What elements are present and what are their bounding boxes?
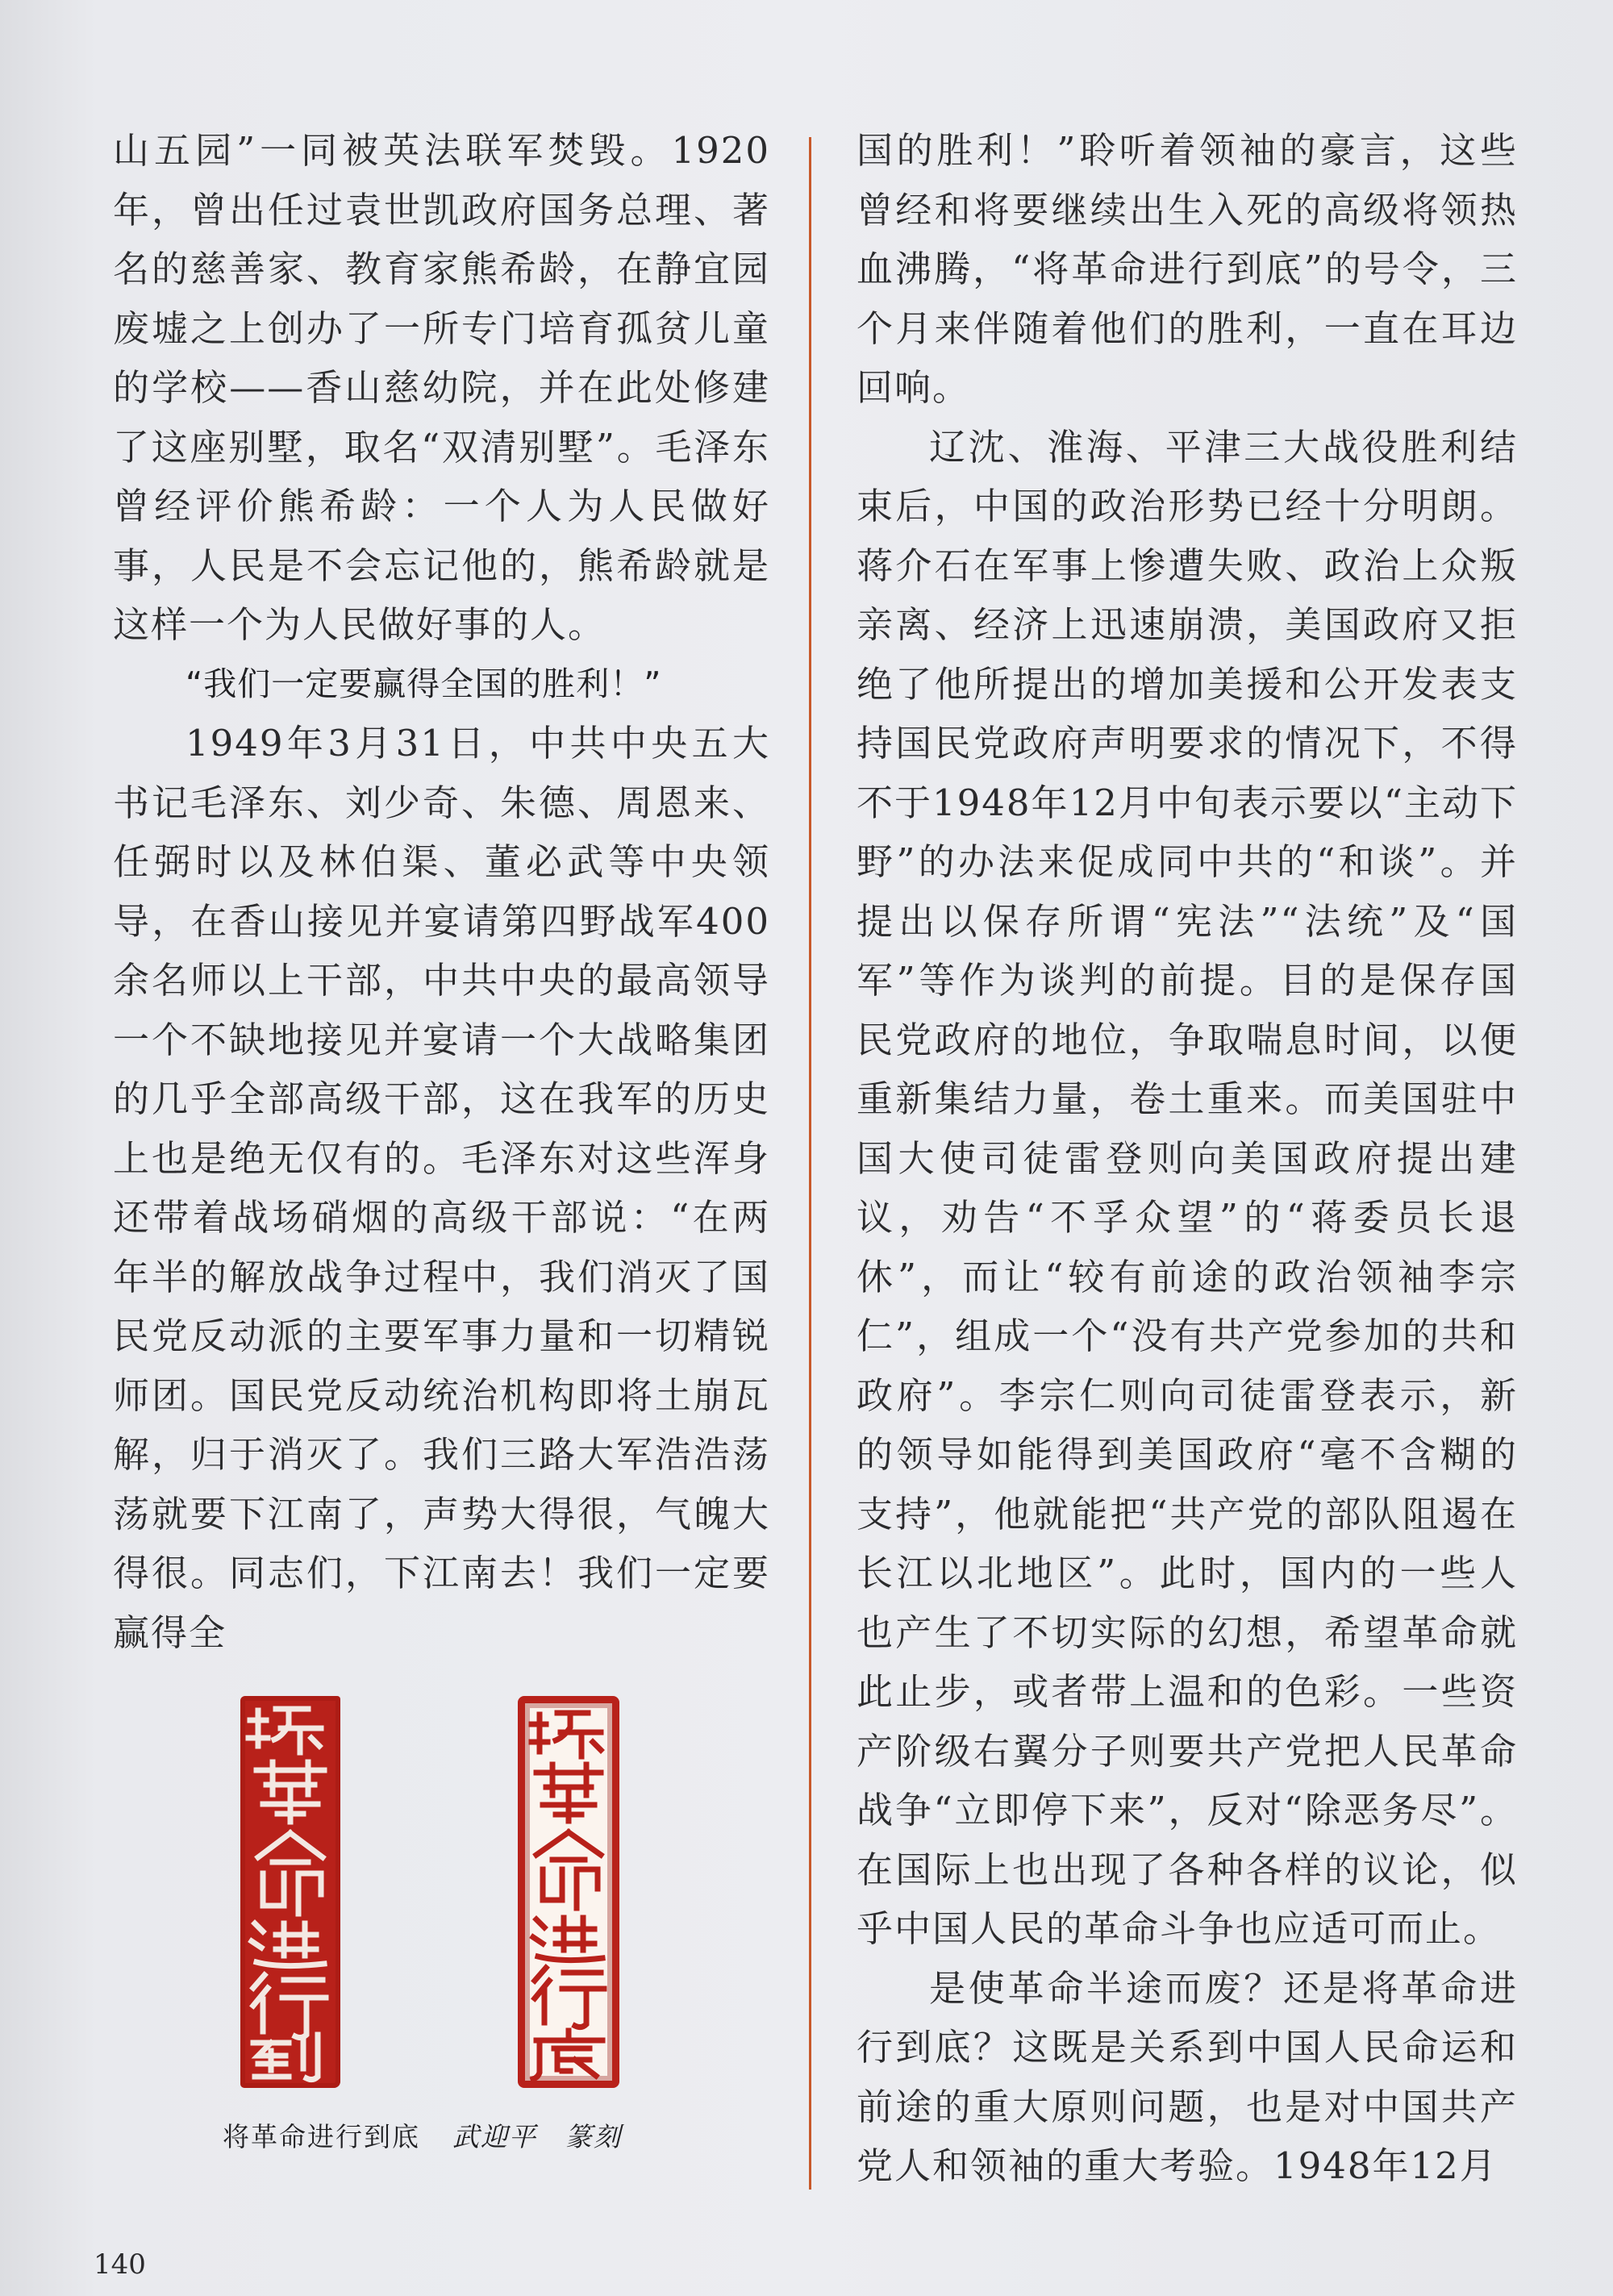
paragraph: 是使革命半途而废？还是将革命进行到底？这既是关系到中国人民命运和前途的重大原则问题，也是对中国共产党人和领袖的重大考验。1948年12月 (857, 1966, 1518, 2187)
seal-impression-baiwen (240, 1696, 340, 2088)
seal-script-glyphs-white (240, 1696, 340, 2088)
caption-author: 武迎平 篆刻 (452, 2121, 622, 2152)
seal-script-glyphs-red (525, 1703, 612, 2081)
column-divider (809, 137, 811, 2190)
section-heading: “我们一定要赢得全国的胜利！” (185, 664, 662, 703)
paragraph: 1949年3月31日，中共中央五大书记毛泽东、刘少奇、朱德、周恩来、任弼时以及林伯渠、董必武等中央领导，在香山接见并宴请第四野战军400余名师以上干部，中共中央的最高领导一个不缺地接见并宴请一个大战略集团的几乎全部高级干部，这在我军的历史上也是绝无仅有的。毛泽东对这些浑身还带着战场硝烟的高级干部说：“在两年半的解放战争过程中，我们消灭了国民党反动派的主要军事力量和一切精锐师团。国民党反动统治机构即将土崩瓦解，归于消灭了。我们三路大军浩浩荡荡就要下江南了，声势大得很，气魄大得很。同志们，下江南去！我们一定要赢得全 (113, 722, 770, 1654)
page-number: 140 (94, 2248, 146, 2281)
left-column (113, 121, 770, 1662)
right-column (857, 121, 1518, 2196)
paragraph: 国的胜利！”聆听着领袖的豪言，这些曾经和将要继续出生入死的高级将领热血沸腾，“将革命进行到底”的号令，三个月来伴随着他们的胜利，一直在耳边回响。 (857, 129, 1518, 409)
seal-impression-zhuwen (518, 1696, 619, 2088)
paragraph: 山五园”一同被英法联军焚毁。1920年，曾出任过袁世凯政府国务总理、著名的慈善家、教育家熊希龄，在静宜园废墟之上创办了一所专门培育孤贫儿童的学校——香山慈幼院，并在此处修建了这座别墅，取名“双清别墅”。毛泽东曾经评价熊希龄：一个人为人民做好事，人民是不会忘记他的，熊希龄就是这样一个为人民做好事的人。 (113, 129, 770, 646)
paragraph: 辽沈、淮海、平津三大战役胜利结束后，中国的政治形势已经十分明朗。蒋介石在军事上惨遭失败、政治上众叛亲离、经济上迅速崩溃，美国政府又拒绝了他所提出的增加美援和公开发表支持国民党政府声明要求的情况下，不得不于1948年12月中旬表示要以“主动下野”的办法来促成同中共的“和谈”。并提出以保存所谓“宪法”“法统”及“国军”等作为谈判的前提。目的是保存国民党政府的地位，争取喘息时间，以便重新集结力量，卷土重来。而美国驻中国大使司徒雷登则向美国政府提出建议，劝告“不孚众望”的“蒋委员长退休”，而让“较有前途的政治领袖李宗仁”，组成一个“没有共产党参加的共和政府”。李宗仁则向司徒雷登表示，新的领导如能得到美国政府“毫不含糊的支持”，他就能把“共产党的部队阻遏在长江以北地区”。此时，国内的一些人也产生了不切实际的幻想，希望革命就此止步，或者带上温和的色彩。一些资产阶级右翼分子则要共产党把人民革命战争“立即停下来”，反对“除恶务尽”。在国际上也出现了各种各样的议论，似乎中国人民的革命斗争也应适可而止。 (857, 425, 1518, 1950)
seal-caption (223, 2116, 622, 2154)
caption-title: 将革命进行到底 (223, 2121, 420, 2152)
